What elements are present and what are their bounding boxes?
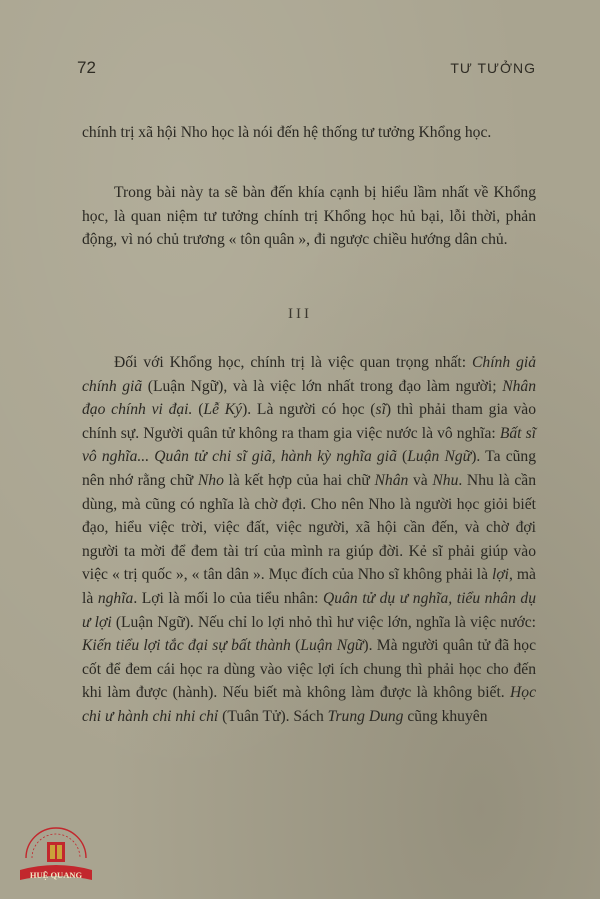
text-run: ). Ta cũng nên nhớ rằng chữ (82, 448, 537, 489)
text-run: ( (396, 448, 408, 466)
italic-run: Chính giả chính giã (82, 354, 536, 395)
paragraph-main (82, 351, 536, 729)
text-run: ). Là người có học ( (242, 401, 376, 419)
italic-run: Nho (197, 471, 224, 489)
text-run: (Tuân Tử). Sách (218, 707, 328, 725)
text-run: Đối với Khổng học, chính trị là việc quan trọng nhất: (114, 354, 473, 371)
paragraph-continuation (82, 121, 536, 145)
text-run: và (408, 471, 433, 489)
paragraph-text (82, 351, 536, 729)
text-run: . Nhu là cần dùng, mà cũng có nghĩa là chờ đợi. Cho nên Nho là người học giỏi biết đạo, hiểu việc trời, việc đất, việc người, xã hội cần đến, và chờ đợi người ta mời để đem tài trí của mình ra giúp đời. Kẻ sĩ phải giúp vào việc « trị quốc », « tân dân ». Mục đích của Nho sĩ không phải là (82, 471, 537, 584)
italic-run: Nhân đạo chính vi đại. (82, 377, 536, 419)
text-run: ( (192, 401, 204, 419)
italic-run: Bất sĩ vô nghĩa... Quân tử chi sĩ giã, hành kỳ nghĩa giã (82, 424, 536, 466)
book-icon (47, 842, 65, 862)
text-run: ) thì phải tham gia vào chính sự. Người quân tử không ra tham gia việc nước là vô nghĩa: (82, 401, 536, 442)
paragraph-intro (82, 181, 536, 252)
text-run: (Luận Ngữ). Nếu chỉ lo lợi nhỏ thì hư việc lớn, nghĩa là việc nước: (111, 613, 536, 631)
text-run: , mà là (82, 566, 536, 607)
italic-run: Nhân (374, 471, 409, 489)
text-run: ). Mà người quân tử đã học cốt để đem cái học ra dùng vào việc lợi ích chung thì phải học cho đến khi làm được (hành). Nếu biết mà không làm được là không biết. (82, 637, 536, 702)
italic-run: Luận Ngữ (407, 448, 472, 466)
italic-run: lợi (492, 566, 510, 584)
running-title: TƯ TƯỞNG (450, 60, 536, 76)
text-run: là kết hợp của hai chữ (223, 471, 375, 489)
italic-run: Kiến tiểu lợi tắc đại sự bất thành (82, 637, 291, 655)
section-number: III (288, 306, 312, 322)
italic-run: Quân tử dụ ư nghĩa, tiểu nhân dụ ư lợi (82, 589, 537, 631)
italic-run: Lễ Ký (203, 401, 243, 419)
text-run: . Lợi là mối lo của tiểu nhân: (133, 589, 324, 607)
italic-run: nghĩa (97, 589, 134, 607)
paragraph-text: chính trị xã hội Nho học là nói đến hệ thống tư tưởng Khổng học. (82, 124, 492, 141)
text-run: (Luận Ngữ), và là việc lớn nhất trong đạo làm người; (142, 377, 503, 395)
text-run: cũng khuyên (403, 707, 488, 725)
italic-run: sĩ (375, 401, 386, 419)
italic-run: Luận Ngữ (300, 637, 364, 655)
library-stamp-logo (14, 820, 98, 888)
italic-run: Học chi ư hành chi nhi chỉ (82, 684, 536, 725)
text-run: ( (290, 637, 301, 655)
stamp-text: HUỆ QUANG (29, 870, 83, 880)
italic-run: Nhu (432, 471, 459, 489)
paragraph-text: Trong bài này ta sẽ bàn đến khía cạnh bị hiểu lầm nhất về Khổng học, là quan niệm tư tưởng chính trị Khổng học hủ bại, lỗi thời, phản động, vì nó chủ trương « tôn quân », đi ngược chiều hướng dân chủ. (82, 184, 536, 249)
page-number: 72 (77, 58, 96, 77)
italic-run: Trung Dung (327, 707, 404, 725)
